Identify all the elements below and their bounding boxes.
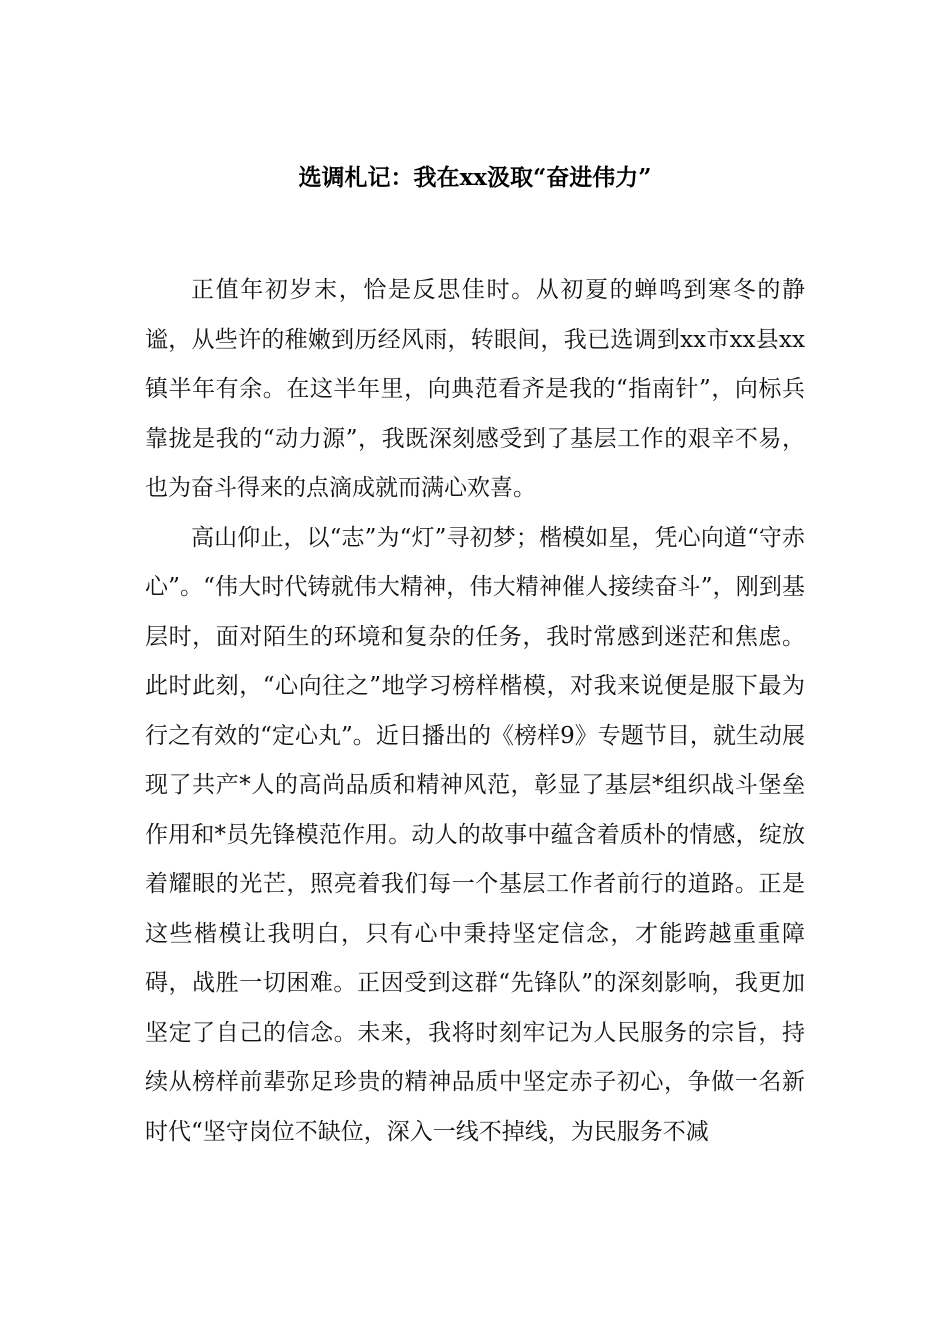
document-title: 选调札记：我在xx汲取“奋进伟力” [298, 164, 652, 191]
paragraph-1: 正值年初岁末，恰是反思佳时。从初夏的蝉鸣到寒冬的静谧，从些许的稚嫩到历经风雨，转眼间，我已选调到xx市xx县xx镇半年有余。在这半年里，向典范看齐是我的“指南针”，向标兵靠拢是我的“动力源”，我既深刻感受到了基层工作的艰辛不易，也为奋斗得来的点滴成就而满心欢喜。 [145, 277, 805, 501]
document-body [145, 266, 805, 1157]
paragraph-2: 高山仰止，以“志”为“灯”寻初梦；楷模如星，凭心向道“守赤心”。“伟大时代铸就伟大精神，伟大精神催人接续奋斗”，刚到基层时，面对陌生的环境和复杂的任务，我时常感到迷茫和焦虑。此时此刻，“心向往之”地学习榜样楷模，对我来说便是服下最为行之有效的“定心丸”。近日播出的《榜样9》专题节目，就生动展现了共产*人的高尚品质和精神风范，彰显了基层*组织战斗堡垒作用和*员先锋模范作用。动人的故事中蕴含着质朴的情感，绽放着耀眼的光芒，照亮着我们每一个基层工作者前行的道路。正是这些楷模让我明白，只有心中秉持坚定信念，才能跨越重重障碍，战胜一切困难。正因受到这群“先锋队”的深刻影响，我更加坚定了自己的信念。未来，我将时刻牢记为人民服务的宗旨，持续从榜样前辈弥足珍贵的精神品质中坚定赤子初心，争做一名新时代“坚守岗位不缺位，深入一线不掉线，为民服务不减 [145, 524, 805, 1145]
